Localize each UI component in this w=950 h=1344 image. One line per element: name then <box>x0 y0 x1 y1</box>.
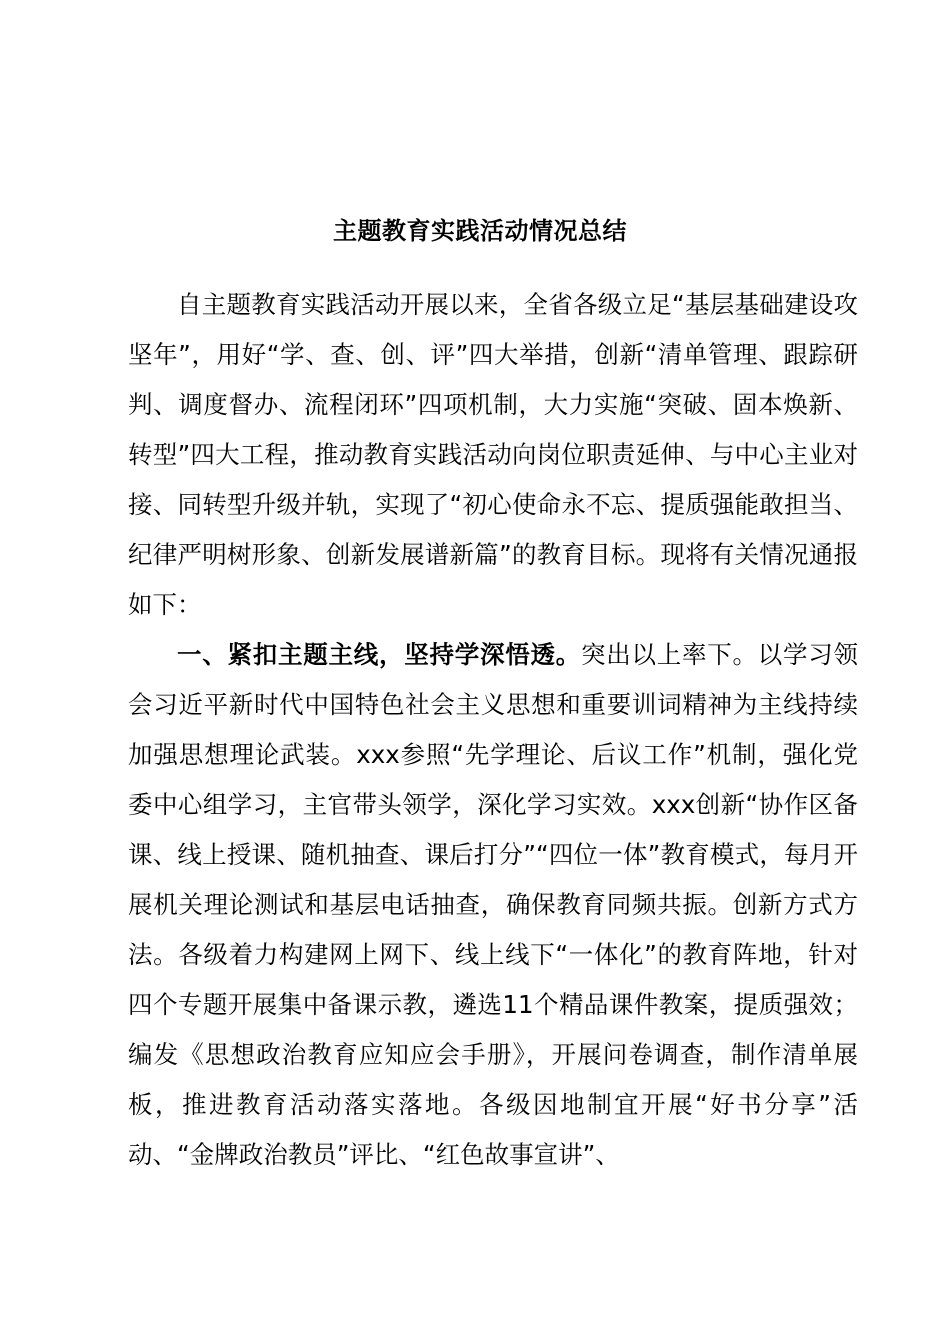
intro-paragraph <box>128 280 858 630</box>
section-one-paragraph <box>128 630 858 1180</box>
document-body <box>128 280 858 1180</box>
paragraph-text: 自主题教育实践活动开展以来，全省各级立足“基层基础建设攻坚年”，用好“学、查、创、评”四大举措，创新“清单管理、跟踪研判、调度督办、流程闭环”四项机制，大力实施“突破、固本焕新、转型”四大工程，推动教育实践活动向岗位职责延伸、与中心主业对接、同转型升级并轨，实现了“初心使命永不忘、提质强能敢担当、纪律严明树形象、创新发展谱新篇”的教育目标。现将有关情况通报如下： <box>128 290 858 619</box>
document-title: 主题教育实践活动情况总结 <box>333 217 627 245</box>
paragraph-text: 突出以上率下。以学习领会习近平新时代中国特色社会主义思想和重要训词精神为主线持续加强思想理论武装。xxx参照“先学理论、后议工作”机制，强化党委中心组学习，主官带头领学，深化学习实效。xxx创新“协作区备课、线上授课、随机抽查、课后打分”“四位一体”教育模式，每月开展机关理论测试和基层电话抽查，确保教育同频共振。创新方式方法。各级着力构建网上网下、线上线下“一体化”的教育阵地，针对四个专题开展集中备课示教，遴选11个精品课件教案，提质强效；编发《思想政治教育应知应会手册》，开展问卷调查，制作清单展板，推进教育活动落实落地。各级因地制宜开展“好书分享”活动、“金牌政治教员”评比、“红色故事宣讲”、 <box>128 640 858 1169</box>
section-heading: 一、紧扣主题主线，坚持学深悟透。 <box>177 640 581 669</box>
